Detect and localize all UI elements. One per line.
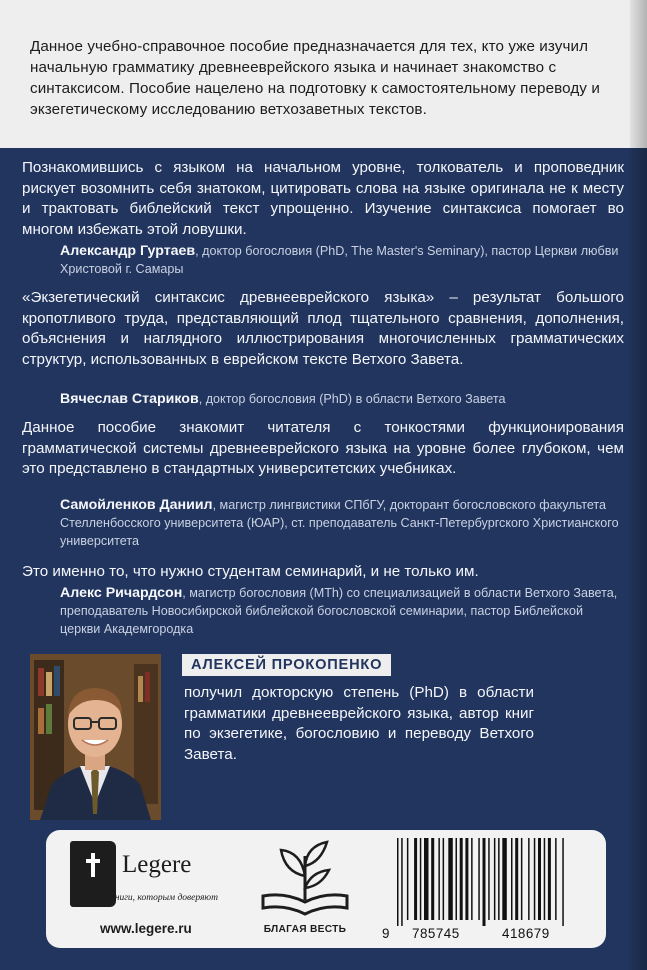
barcode-bar	[528, 838, 530, 920]
intro-band	[0, 0, 647, 148]
author-name: АЛЕКСЕЙ ПРОКОПЕНКО	[182, 654, 391, 676]
review-3-name: Самойленков Даниил	[60, 497, 213, 513]
isbn-lead: 9	[382, 926, 390, 941]
review-4-name: Алекс Ричардсон	[60, 585, 183, 601]
review-4-title: , магистр богословия (MTh) со специализацией в области Ветхого Завета, преподаватель Новосибирской библейской богословской семинарии, пастор Библейской церкви Академгородка	[60, 586, 618, 636]
review-3-attribution	[60, 496, 626, 550]
author-portrait-image	[30, 654, 161, 820]
barcode-bar	[420, 838, 422, 920]
barcode-bar	[498, 838, 500, 920]
blagaya-vest-logo	[255, 836, 355, 946]
barcode-bar	[502, 838, 507, 920]
barcode-bar	[448, 838, 453, 920]
barcode-bar	[460, 838, 463, 920]
review-2-name: Вячеслав Стариков	[60, 391, 199, 407]
isbn-barcode	[393, 838, 593, 926]
barcode-bar	[515, 838, 518, 920]
barcode-bar	[424, 838, 429, 920]
barcode-bar	[548, 838, 551, 920]
intro-text: Данное учебно-справочное пособие предназначается для тех, кто уже изучил начальную грамматику древнееврейского языка и начинает знакомство с синтаксисом. Пособие нацелено на подготовку к самостоятельному переводу и экзегетическому исследованию ветхозаветных текстов.	[30, 38, 600, 118]
barcode-bar	[401, 838, 403, 926]
review-3-title: , магистр лингвистики СПбГУ, докторант богословского факультета Стелленбосского университета (ЮАР), ст. преподаватель Санкт-Петербургского Христианского университета	[60, 498, 619, 548]
open-book-sprout-icon	[255, 836, 355, 922]
review-2-attribution	[60, 390, 626, 408]
publisher-url: www.legere.ru	[100, 921, 192, 936]
review-1-title: , доктор богословия (PhD, The Master's Seminary), пастор Церкви любви Христовой г. Самары	[60, 244, 619, 276]
review-4-quote: Это именно то, что нужно студентам семинарий, и не только им.	[22, 563, 479, 580]
barcode-bar	[483, 838, 486, 926]
barcode-bar	[431, 838, 434, 920]
barcode-bar	[488, 838, 490, 920]
isbn-group-1: 785745	[412, 926, 460, 941]
review-1-attribution	[60, 242, 626, 278]
barcode-bar	[555, 838, 557, 920]
barcode-bar	[471, 838, 473, 920]
barcode-bar	[465, 838, 468, 920]
author-bio: получил докторскую степень (PhD) в области грамматики древнееврейского языка, автор книг по экзегетике, богословию и переводу Ветхого Завета.	[184, 684, 534, 763]
review-2-quote: «Экзегетический синтаксис древнееврейского языка» – результат большого кропотливого труда, представляющий плод тщательного сравнения, дополнения, объяснения и наглядного иллюстрирования многочисленных грамматических структур, использованных в еврейском тексте Ветхого Завета.	[22, 289, 624, 368]
barcode-bar	[544, 838, 546, 920]
barcode-bar	[534, 838, 536, 920]
barcode-bar	[456, 838, 458, 920]
barcode-bar	[407, 838, 409, 920]
review-4-attribution	[60, 584, 626, 638]
review-1-name: Александр Гуртаев	[60, 243, 196, 259]
author-photo	[30, 654, 161, 820]
barcode-bar	[521, 838, 523, 920]
barcode-bar	[443, 838, 445, 920]
partner-name: БЛАГАЯ ВЕСТЬ	[263, 924, 347, 935]
barcode-bar	[397, 838, 399, 926]
isbn-group-2: 418679	[502, 926, 550, 941]
barcode-bar	[494, 838, 496, 920]
publisher-name: Legere	[122, 851, 192, 878]
barcode-bar	[511, 838, 513, 920]
legere-logo	[70, 839, 222, 943]
barcode-bar	[562, 838, 564, 926]
review-3-quote: Данное пособие знакомит читателя с тонкостями функционирования грамматической системы древнееврейского языка на уровне более глубоком, чем это представлено в стандартных университетских учебниках.	[22, 419, 624, 477]
barcode-bar	[414, 838, 417, 920]
publisher-tagline: книги, которым доверяют	[110, 893, 218, 903]
review-1-quote: Познакомившись с языком на начальном уровне, толкователь и проповедник рискует возомнить себя знатоком, цитировать слова на языке оригинала не к месту и трактовать библейский текст упрощенно. Изучение синтаксиса помогает во многом избежать этой ловушки.	[22, 159, 624, 238]
cross-icon	[86, 853, 100, 877]
barcode-bar	[478, 838, 480, 920]
barcode-bar	[538, 838, 541, 920]
barcode-bar	[438, 838, 440, 920]
review-2-title: , доктор богословия (PhD) в области Ветхого Завета	[198, 392, 506, 406]
